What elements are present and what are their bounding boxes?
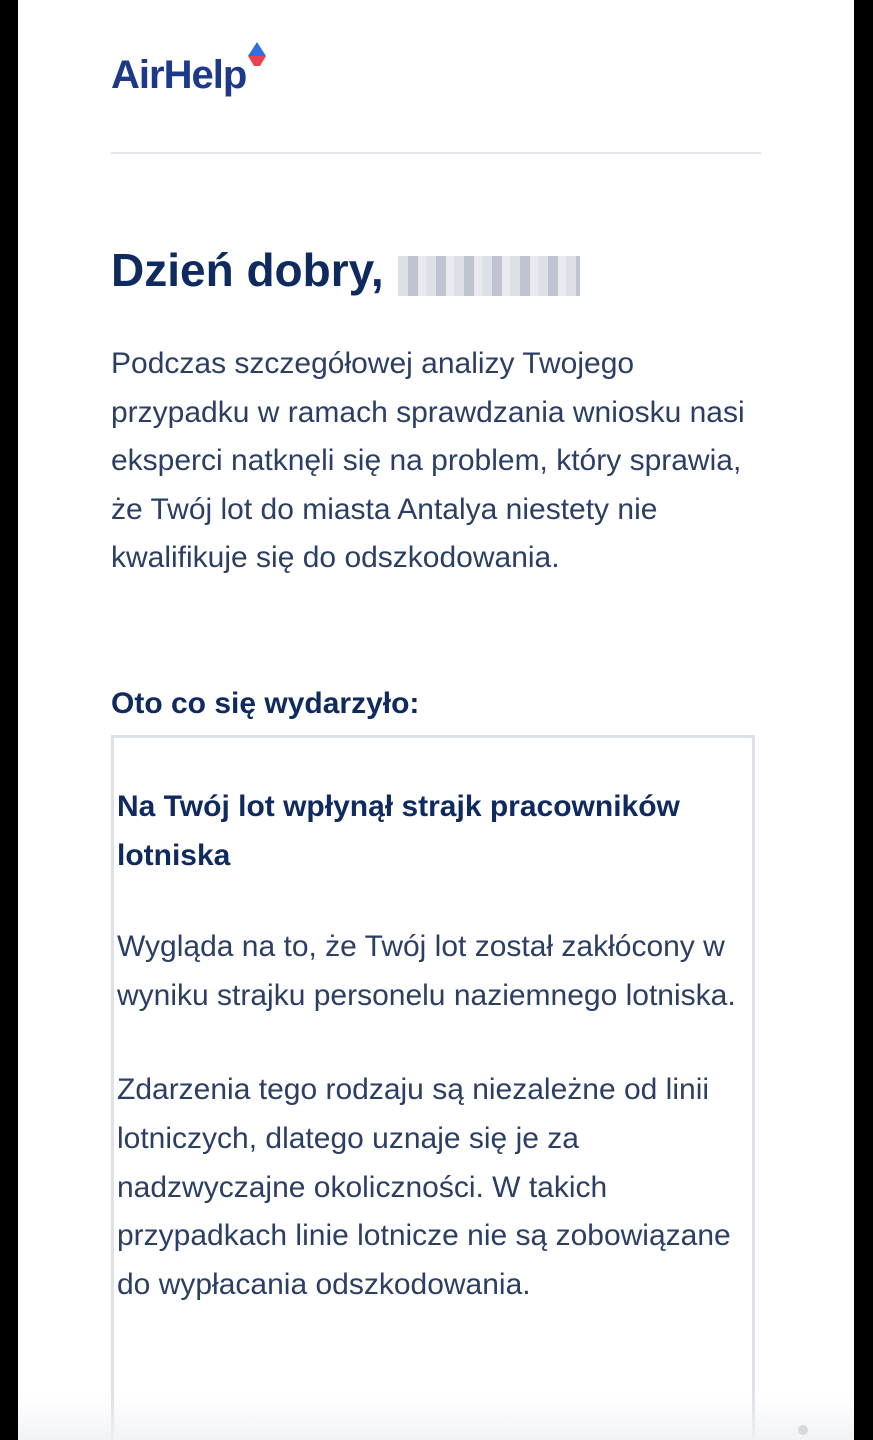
- header-divider: [111, 152, 761, 154]
- redacted-recipient-name: [398, 256, 580, 296]
- airhelp-logo[interactable]: [111, 50, 268, 106]
- intro-paragraph: Podczas szczegółowej analizy Twojego przypadku w ramach sprawdzania wniosku nasi eksperci natknęli się na problem, który sprawia, że Twój lot do miasta Antalya niestety nie kwalifikuje się do odszkodowania.: [111, 347, 745, 575]
- scroll-indicator: [798, 1425, 808, 1435]
- logo-wordmark: AirHelp: [111, 53, 247, 97]
- bottom-fade: [18, 1395, 854, 1440]
- airhelp-mark-icon: [246, 40, 268, 70]
- reason-title: Na Twój lot wpłynął strajk pracowników lotniska: [117, 790, 680, 872]
- greeting-text: Dzień dobry,: [111, 244, 384, 296]
- greeting-heading: [111, 240, 580, 300]
- section-heading: Oto co się wydarzyło:: [111, 687, 420, 720]
- reason-paragraph-2: Zdarzenia tego rodzaju są niezależne od linii lotniczych, dlatego uznaje się je za nadzwyczajne okoliczności. W takich przypadkach linie lotnicze nie są zobowiązane do wypłacania odszkodowania.: [117, 1073, 731, 1301]
- reason-box: [111, 735, 755, 1440]
- email-page: [18, 0, 854, 1440]
- reason-paragraph-1: Wygląda na to, że Twój lot został zakłócony w wyniku strajku personelu naziemnego lotniska.: [117, 930, 736, 1012]
